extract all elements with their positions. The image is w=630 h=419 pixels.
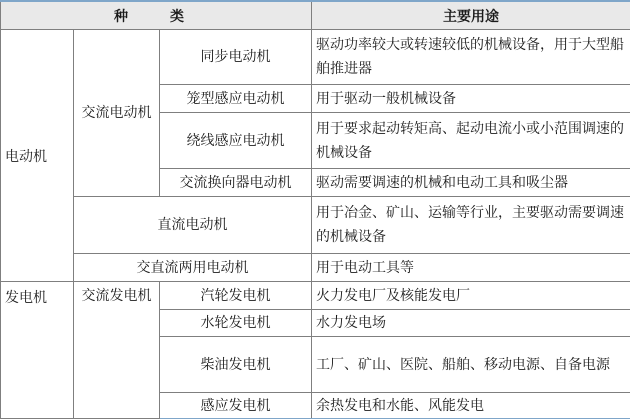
type-name: 同步电动机 [160, 30, 312, 85]
type-name: 柴油发电机 [160, 337, 312, 393]
category-generator: 发电机 [1, 282, 74, 419]
type-use: 驱动需要调速的机械和电动工具和吸尘器 [312, 169, 630, 197]
type-use: 用于驱动一般机械设备 [312, 85, 630, 113]
type-name: 汽轮发电机 [160, 282, 312, 310]
type-use: 驱动功率较大或转速较低的机械设备，用于大型船舶推进器 [312, 30, 630, 85]
type-name: 绕线感应电动机 [160, 113, 312, 169]
table-row [1, 30, 630, 85]
type-use: 水力发电场 [312, 310, 630, 337]
table-row [1, 197, 630, 254]
type-use: 余热发电和水能、风能发电 [312, 393, 630, 419]
type-use: 火力发电厂及核能发电厂 [312, 282, 630, 310]
type-use: 用于要求起动转矩高、起动电流小或小范围调速的机械设备 [312, 113, 630, 169]
type-use: 用于电动工具等 [312, 254, 630, 282]
type-name: 感应发电机 [160, 393, 312, 419]
subcategory-ac-generator: 交流发电机 [74, 282, 160, 419]
type-name: 笼型感应电动机 [160, 85, 312, 113]
table-header-row [1, 1, 630, 30]
type-name: 交流换向器电动机 [160, 169, 312, 197]
header-type-label: 种 类 [114, 8, 198, 25]
header-use: 主要用途 [312, 1, 630, 30]
type-name: 交直流两用电动机 [74, 254, 312, 282]
table-row [1, 254, 630, 282]
category-motor: 电动机 [1, 30, 74, 282]
subcategory-ac-motor: 交流电动机 [74, 30, 160, 197]
type-use: 用于冶金、矿山、运输等行业，主要驱动需要调速的机械设备 [312, 197, 630, 254]
type-name: 水轮发电机 [160, 310, 312, 337]
header-type [1, 1, 312, 30]
type-name: 直流电动机 [74, 197, 312, 254]
table-row [1, 282, 630, 310]
type-use: 工厂、矿山、医院、船舶、移动电源、自备电源 [312, 337, 630, 393]
